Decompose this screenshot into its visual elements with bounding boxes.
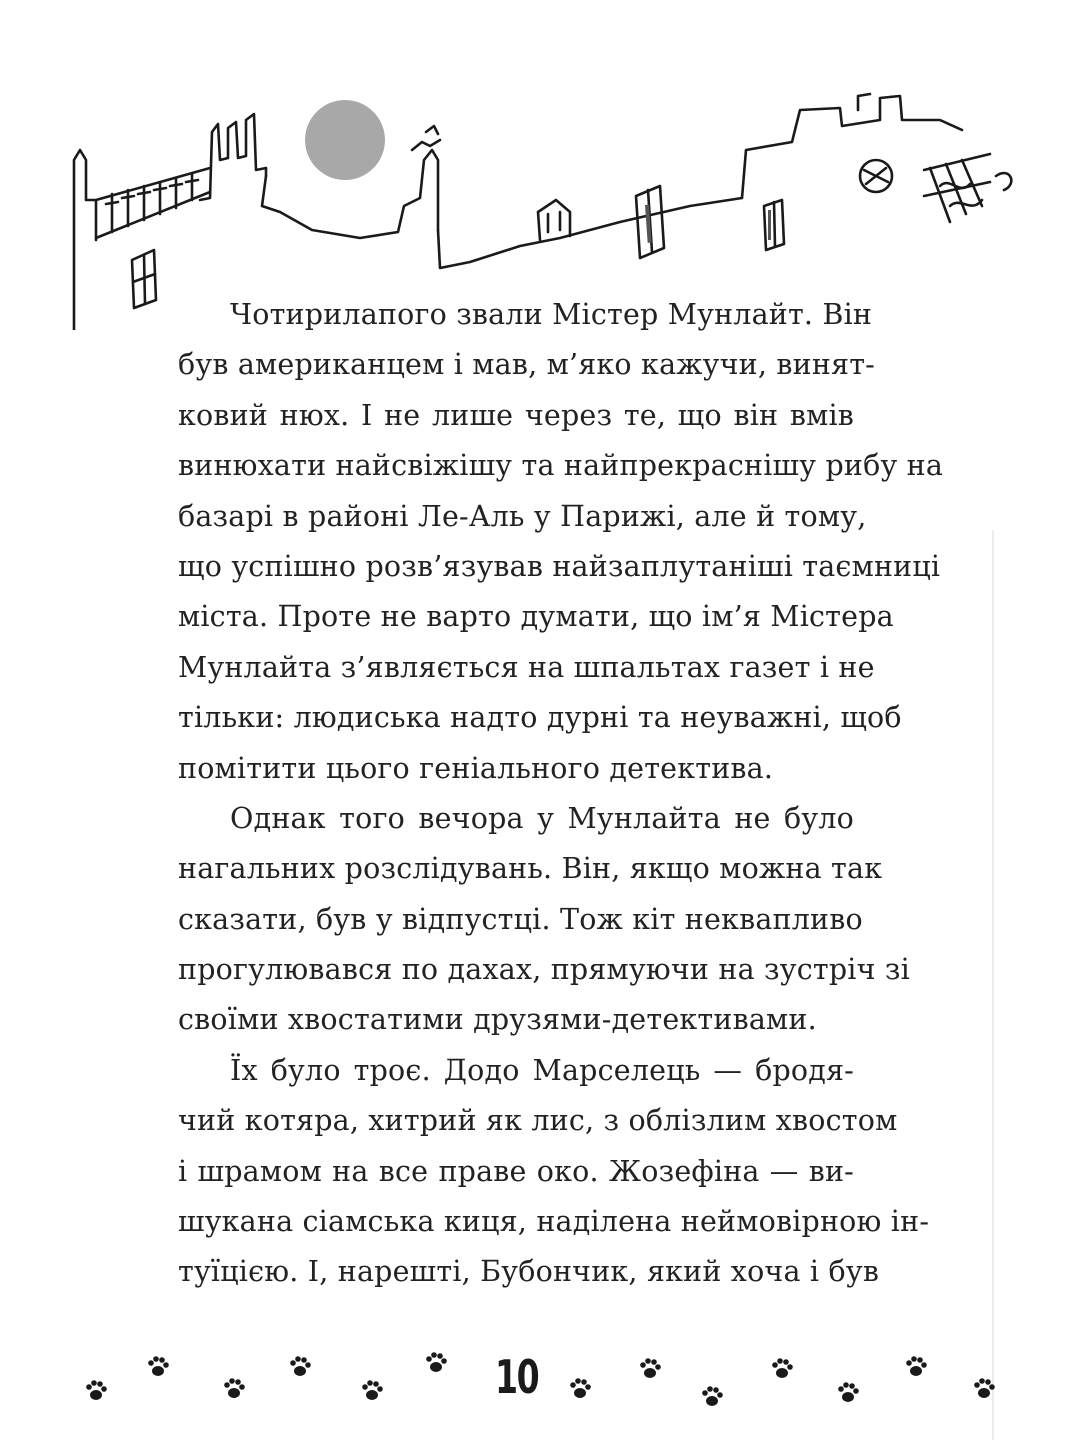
rooftops-illustration xyxy=(0,0,1080,330)
text-line: що успішно розв’язував найзаплутаніші таємниці xyxy=(178,549,941,583)
paw-print-icon xyxy=(148,1356,169,1376)
page-number: 10 xyxy=(495,1350,539,1404)
paw-print-icon xyxy=(640,1358,661,1378)
paw-print-icon xyxy=(838,1382,859,1402)
text-line: і шрамом на все праве око. Жозефіна — ви- xyxy=(178,1154,854,1188)
dormer xyxy=(538,200,570,240)
paw-print-icon xyxy=(86,1380,107,1400)
paw-print-icon xyxy=(362,1380,383,1400)
moon xyxy=(305,100,385,180)
left-chimney xyxy=(74,150,96,330)
paw-print-icon xyxy=(974,1378,995,1398)
page-edge-shadow xyxy=(992,530,994,1440)
text-line: шукана сіамська киця, наділена неймовірною ін- xyxy=(178,1205,930,1239)
text-line: Мунлайта з’являється на шпальтах газет і не xyxy=(178,650,875,684)
roof-slope xyxy=(438,198,742,268)
paw-print-icon xyxy=(224,1378,245,1398)
paw-print-icon xyxy=(702,1386,723,1406)
right-building xyxy=(742,96,962,198)
paw-print-icon xyxy=(570,1378,591,1398)
text-line: нагальних розслідувань. Він, якщо можна так xyxy=(178,852,883,886)
text-line: тільки: людиська надто дурні та неуважні, щоб xyxy=(178,701,902,735)
text-line: прогулювався по дахах, прямуючи на зустріч зі xyxy=(178,953,910,987)
paw-prints-footer xyxy=(0,1340,1080,1430)
text-line: міста. Проте не варто думати, що ім’я Містера xyxy=(178,600,894,634)
text-line: помітити цього геніального детектива. xyxy=(178,751,774,785)
text-line: Однак того вечора у Мунлайта не було xyxy=(230,801,854,835)
paw-print-icon xyxy=(426,1352,447,1372)
right-balcony xyxy=(924,154,990,222)
paw-print-icon xyxy=(290,1356,311,1376)
text-line: сказати, був у відпустці. Тож кіт неквапливо xyxy=(178,902,863,936)
text-line: своїми хвостатими друзями-детективами. xyxy=(178,1003,817,1037)
text-line: чий котяра, хитрий як лис, з облізлим хвостом xyxy=(178,1104,898,1138)
paragraph-2 xyxy=(178,794,910,1046)
text-line: туїцією. І, нарешті, Бубончик, який хоча і був xyxy=(178,1255,880,1289)
text-line: був американцем і мав, м’яко кажучи, винят- xyxy=(178,348,876,382)
text-line: базарі в районі Ле-Аль у Парижі, але й тому, xyxy=(178,499,867,533)
text-line: Чотирилапого звали Містер Мунлайт. Він xyxy=(230,298,873,331)
text-line: винюхати найсвіжішу та найпрекраснішу рибу на xyxy=(178,449,944,483)
text-line: Їх було троє. Додо Марселець — бродя- xyxy=(230,1053,854,1087)
chimney-group xyxy=(200,114,266,200)
text-line: ковий нюх. І не лише через те, що він вмів xyxy=(178,398,854,432)
paragraph-3 xyxy=(178,1046,930,1298)
paw-print-icon xyxy=(906,1356,927,1376)
body-text xyxy=(178,290,944,1298)
paw-print-icon xyxy=(772,1358,793,1378)
paragraph-1 xyxy=(178,290,944,794)
